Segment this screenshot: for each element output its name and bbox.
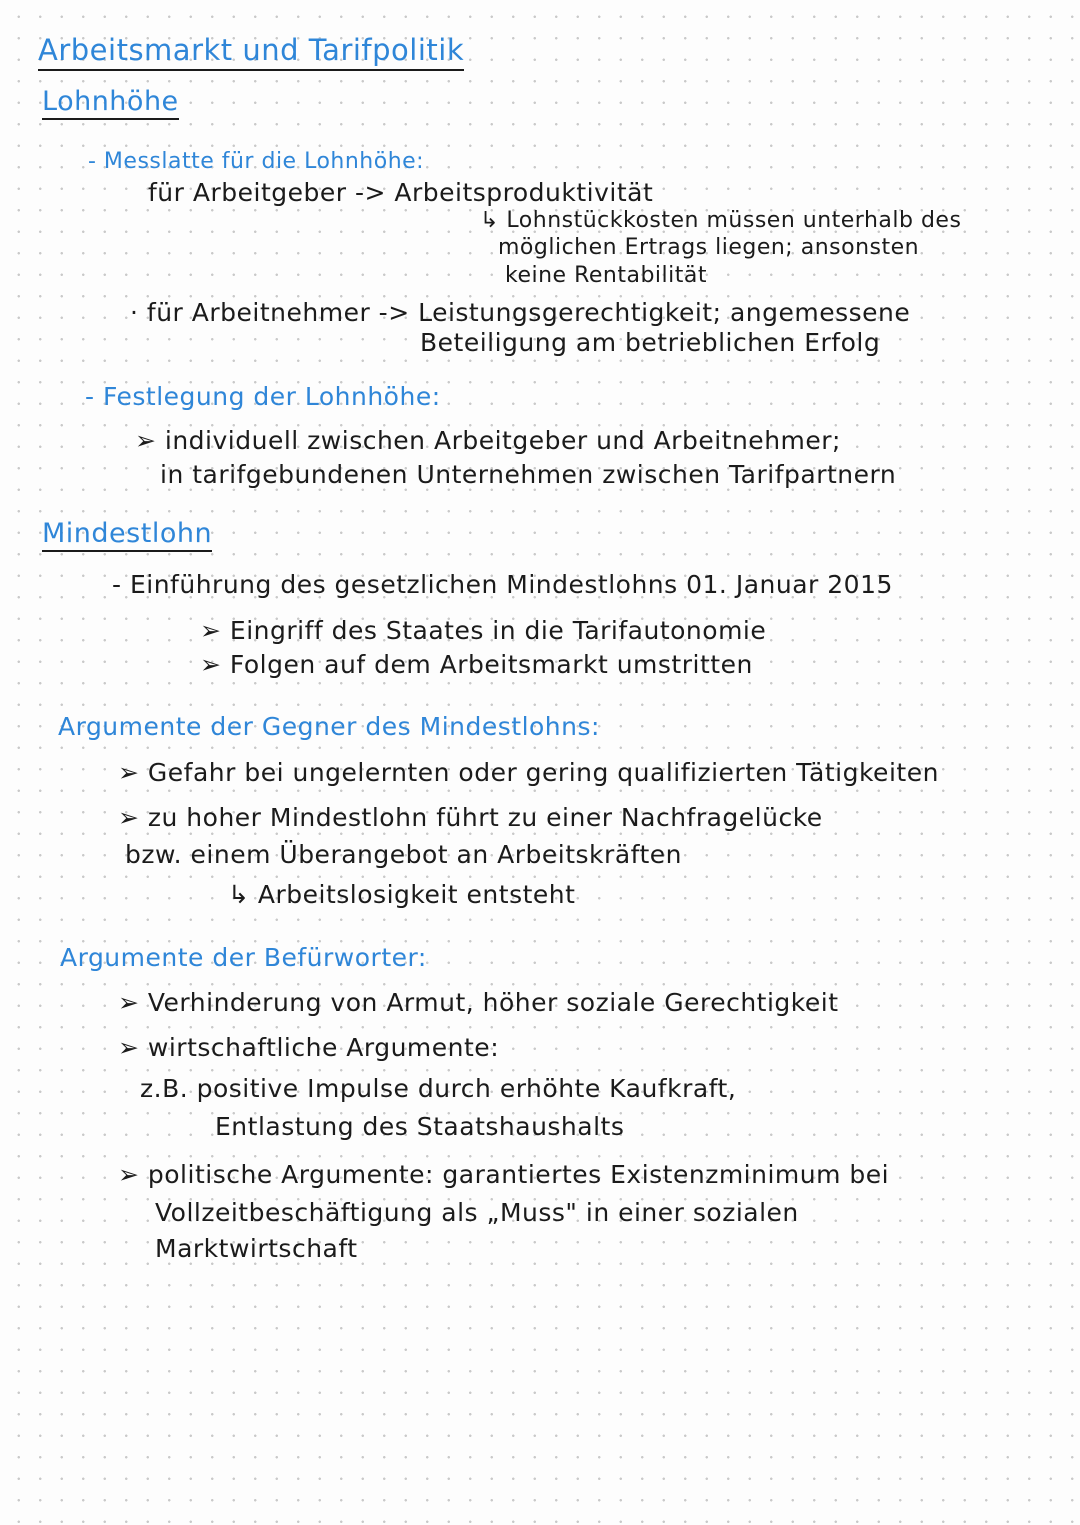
gegner-item-2-line-2: bzw. einem Überangebot an Arbeitskräften: [125, 840, 683, 869]
gegner-item-1: ➢ Gefahr bei ungelernten oder gering qualifizierten Tätigkeiten: [118, 758, 939, 787]
arbeitnehmer-line-1: · für Arbeitnehmer -> Leistungsgerechtigkeit; angemessene: [130, 298, 911, 327]
messlatte-bullet: [88, 147, 424, 173]
arbeitgeber-line: für Arbeitgeber -> Arbeitsproduktivität: [148, 178, 654, 207]
befuerworter-item-2-line-1: z.B. positive Impulse durch erhöhte Kaufkraft,: [140, 1074, 737, 1103]
gegner-item-2-line-3: ↳ Arbeitslosigkeit entsteht: [228, 880, 576, 909]
lohnstueck-line-1: ↳ Lohnstückkosten müssen unterhalb des: [480, 208, 962, 233]
folgen-line: ➢ Folgen auf dem Arbeitsmarkt umstritten: [200, 650, 753, 679]
befuerworter-heading: Argumente der Befürworter:: [60, 943, 427, 972]
lohnstueck-line-2: möglichen Ertrags liegen; ansonsten: [498, 235, 920, 260]
messlatte-label: - Messlatte für die Lohnhöhe:: [88, 149, 425, 174]
befuerworter-item-2: ➢ wirtschaftliche Argumente:: [118, 1033, 500, 1062]
gegner-heading: Argumente der Gegner des Mindestlohns:: [58, 712, 600, 741]
befuerworter-item-1: ➢ Verhinderung von Armut, höher soziale Gerechtigkeit: [118, 988, 839, 1017]
befuerworter-item-3-line-2: Vollzeitbeschäftigung als „Muss" in einer sozialen: [155, 1198, 799, 1227]
festlegung-heading: - Festlegung der Lohnhöhe:: [85, 382, 441, 411]
eingriff-line: ➢ Eingriff des Staates in die Tarifautonomie: [200, 616, 767, 645]
festlegung-line-1: ➢ individuell zwischen Arbeitgeber und Arbeitnehmer;: [135, 426, 841, 455]
arbeitnehmer-line-2: Beteiligung am betrieblichen Erfolg: [420, 328, 881, 357]
lohnstueck-line-3: keine Rentabilität: [505, 263, 707, 288]
page-title: Arbeitsmarkt und Tarifpolitik: [38, 36, 464, 71]
gegner-item-2-line-1: ➢ zu hoher Mindestlohn führt zu einer Nachfragelücke: [118, 803, 823, 832]
section-heading-lohnhoehe: Lohnhöhe: [42, 88, 179, 120]
festlegung-line-2: in tarifgebundenen Unternehmen zwischen Tarifpartnern: [160, 460, 897, 489]
section-heading-mindestlohn: Mindestlohn: [42, 520, 212, 552]
befuerworter-item-2-line-2: Entlastung des Staatshaushalts: [215, 1112, 625, 1141]
befuerworter-item-3-line-3: Marktwirtschaft: [155, 1234, 358, 1263]
einfuehrung-line: - Einführung des gesetzlichen Mindestlohns 01. Januar 2015: [112, 570, 893, 599]
befuerworter-item-3-line-1: ➢ politische Argumente: garantiertes Existenzminimum bei: [118, 1160, 890, 1189]
